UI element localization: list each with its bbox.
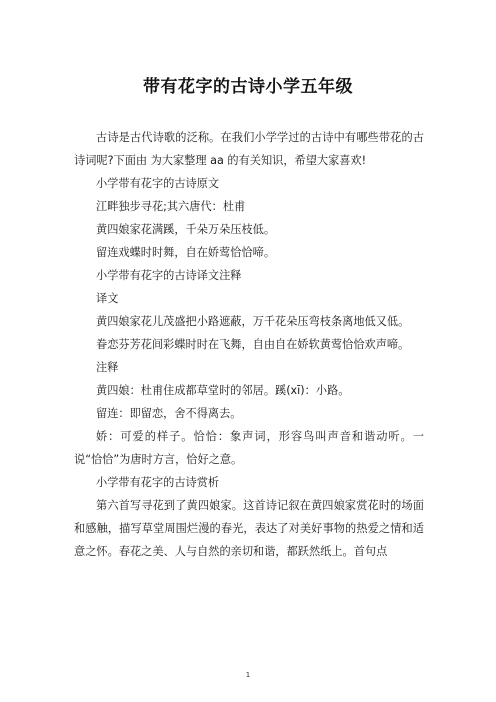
subheading-notes: 注释	[96, 361, 119, 374]
note-1: 黄四娘：杜甫住成都草堂时的邻居。蹊(xī)：小路。	[96, 384, 350, 397]
note-2: 留连：即留恋，舍不得离去。	[96, 407, 242, 420]
translation-line-1: 黄四娘家花儿茂盛把小路遮蔽，万千花朵压弯枝条离地低又低。	[96, 315, 410, 328]
note-3: 娇：可爱的样子。恰恰：象声词，形容鸟叫声音和谐动听。一说“恰恰”为唐时方言，恰好之意。	[74, 430, 424, 466]
document-body	[74, 126, 424, 563]
appreciation-paragraph: 第六首写寻花到了黄四娘家。这首诗记叙在黄四娘家赏花时的场面和感触，描写草堂周围烂漫的春光，表达了对美好事物的热爱之情和适意之怀。春花之美、人与自然的亲切和谐，都跃然纸上。首句点	[74, 499, 424, 558]
heading-appreciation: 小学带有花字的古诗赏析	[96, 476, 220, 489]
subheading-translation: 译文	[96, 292, 119, 305]
translation-line-2: 眷恋芬芳花间彩蝶时时在飞舞，自由自在娇软黄莺恰恰欢声啼。	[96, 338, 410, 351]
poem-line-2: 留连戏蝶时时舞，自在娇莺恰恰啼。	[96, 246, 276, 259]
heading-translation-notes: 小学带有花字的古诗译文注释	[96, 269, 242, 282]
heading-original-text: 小学带有花字的古诗原文	[96, 177, 220, 190]
page-number: 1	[245, 671, 251, 679]
paragraph-intro: 古诗是古代诗歌的泛称。在我们小学学过的古诗中有哪些带花的古诗词呢?下面由 为大家整理 aa 的有关知识，希望大家喜欢!	[74, 131, 424, 167]
poem-title-line: 江畔独步寻花;其六唐代：杜甫	[96, 200, 246, 213]
document-title: 带有花字的古诗小学五年级	[143, 77, 353, 97]
poem-line-1: 黄四娘家花满蹊，千朵万朵压枝低。	[96, 223, 276, 236]
